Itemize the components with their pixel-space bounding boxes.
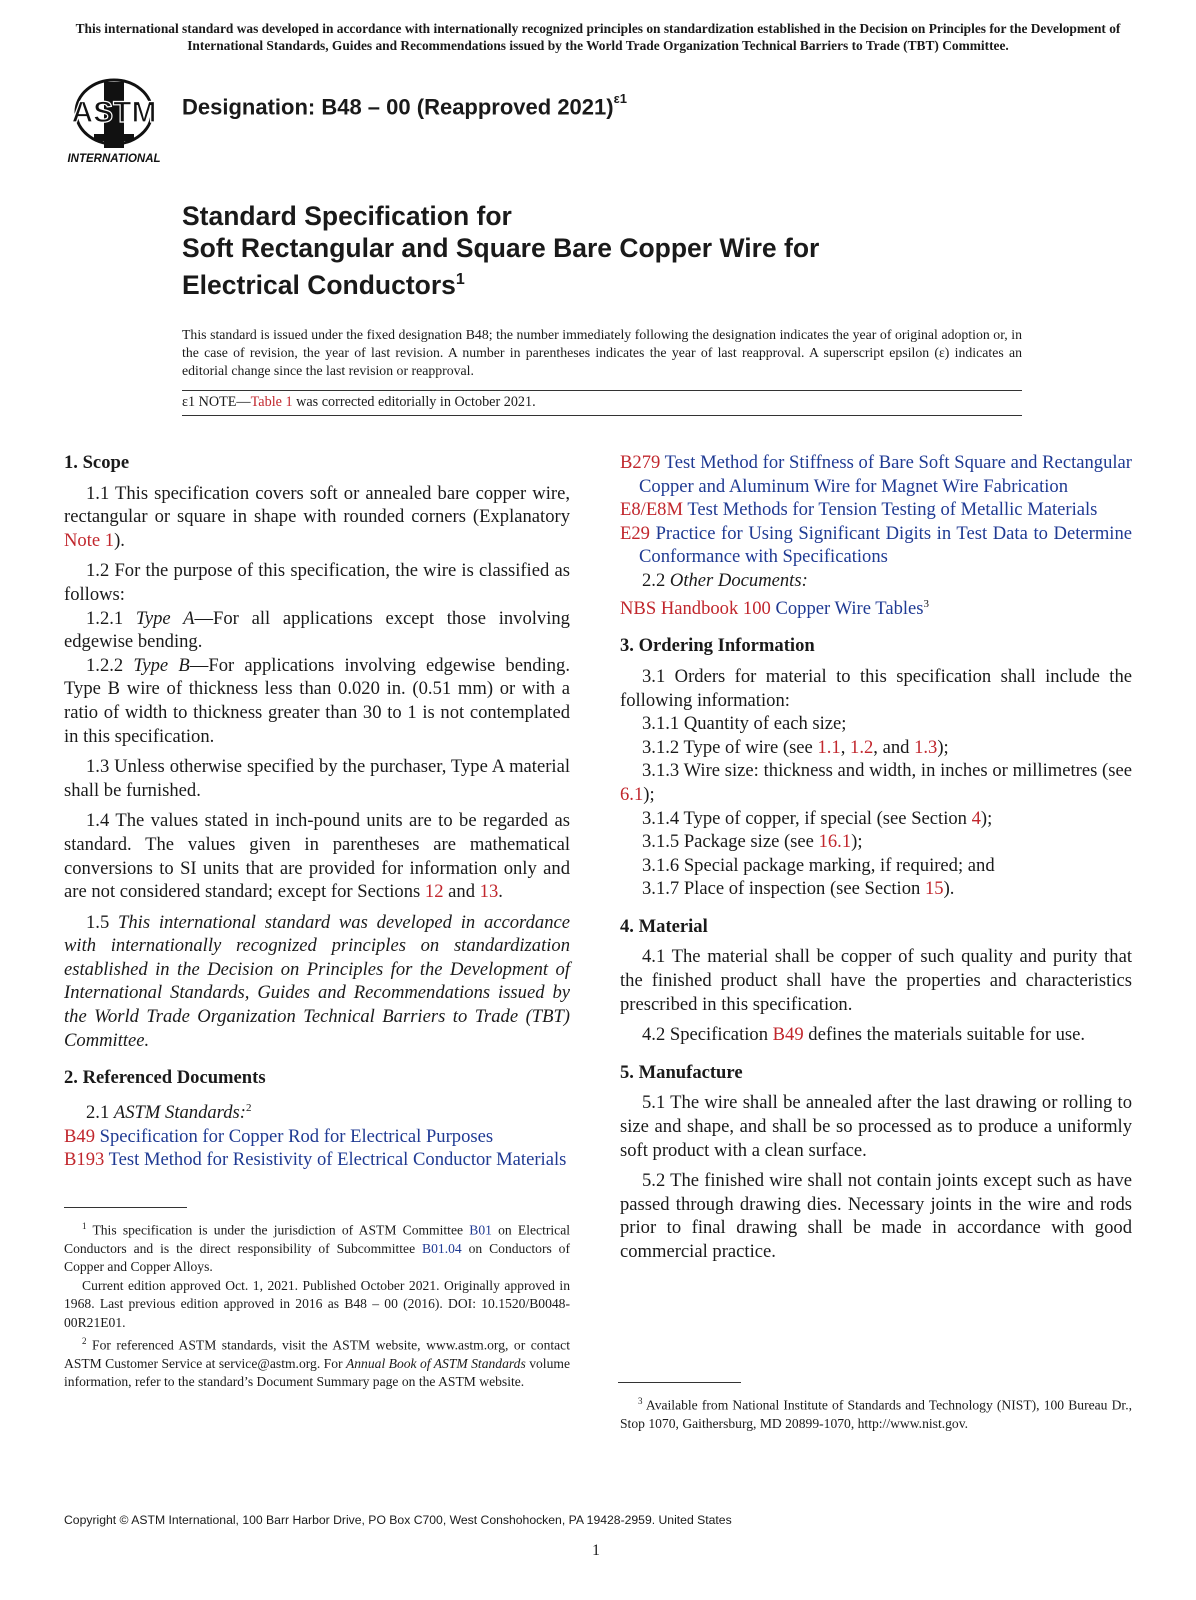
section-2-heading: 2. Referenced Documents — [64, 1067, 266, 1089]
title-line-1: Standard Specification for — [182, 201, 512, 231]
subcommittee-b0104-link[interactable]: B01.04 — [422, 1240, 462, 1256]
footnote-1: $^1$ This specification is under the jurisdiction of ASTM Committee B01 on Electrical Conductors and is the direct responsibility of Subcommittee B01.04 on Conductors of Copper and Copper Alloys. — [64, 1221, 571, 1275]
section-1-heading: 1. Scope — [64, 452, 130, 473]
ref-e29[interactable]: E29 Practice for Using Significant Digits in Test Data to Determine Conformance with Specifications — [620, 522, 1132, 568]
ref-b49[interactable]: B49 Specification for Copper Rod for Electrical Purposes — [64, 1125, 494, 1147]
para-3-1-5: 3.1.5 Package size (see 16.1); — [642, 831, 863, 853]
ref-nbs-handbook[interactable]: NBS Handbook 100 Copper Wire Tables$^3$ — [620, 597, 930, 619]
title-line-3: Electrical Conductors$^1$ — [182, 269, 465, 300]
section-13-link[interactable]: 13 — [479, 881, 499, 903]
ref-e8[interactable]: E8/E8M Test Methods for Tension Testing of Metallic Materials — [620, 499, 1098, 521]
footnote-separator-left — [64, 1207, 187, 1208]
para-1-3: 1.3 Unless otherwise specified by the purchaser, Type A material shall be furnished. — [64, 756, 570, 801]
para-1-4: 1.4 The values stated in inch-pound units are to be regarded as standard. The values given in parentheses are mathematical conversions to SI units that are provided for information only and are not considered standard; except for Sections 12 and 13. — [64, 810, 570, 903]
ref-b193[interactable]: B193 Test Method for Resistivity of Electrical Conductor Materials — [64, 1149, 567, 1171]
para-4-2: 4.2 Specification B49 defines the materials suitable for use. — [642, 1024, 1086, 1046]
section-5-heading: 5. Manufacture — [620, 1061, 743, 1083]
para-3-1-2: 3.1.2 Type of wire (see 1.1, 1.2, and 1.3); — [642, 736, 949, 758]
para-1-2-1: 1.2.1 Type A—For all applications except those involving edgewise bending. — [64, 607, 570, 653]
b49-link[interactable]: B49 — [772, 1024, 804, 1046]
para-1-1: 1.1 This specification covers soft or annealed bare copper wire, rectangular or square in shape with rounded corners (Explanatory Note 1). — [64, 482, 570, 551]
para-3-1-1: 3.1.1 Quantity of each size; — [642, 713, 847, 735]
wto-banner: This international standard was developed in accordance with internationally recognized principles on standardization established in the Decision on Principles for the Development of International Standards, Guides and Recommendations issued by the World Trade Organization Technical Barriers to Trade (TBT) Committee. — [75, 21, 1121, 53]
page-number: 1 — [592, 1542, 600, 1559]
title-footnote-ref[interactable]: 1 — [455, 271, 465, 288]
para-4-1: 4.1 The material shall be copper of such quality and purity that the finished product shall have the properties and characteristics prescribed in this specification. — [620, 946, 1132, 1015]
designation-superscript: ε1 — [613, 91, 627, 106]
right-column — [620, 451, 1132, 1264]
para-1-2: 1.2 For the purpose of this specification, the wire is classified as follows: — [64, 560, 570, 605]
para-3-1-7: 3.1.7 Place of inspection (see Section 15). — [642, 878, 955, 900]
document-title — [182, 200, 819, 301]
copyright: Copyright © ASTM International, 100 Barr Harbor Drive, PO Box C700, West Conshohocken, PA 19428-2959. United States — [64, 1513, 732, 1527]
para-1-2-2: 1.2.2 Type B—For applications involving edgewise bending. Type B wire of thickness less than 0.020 in. (0.51 mm) or with a ratio of width to thickness greater than 30 to 1 is not contemplated in this specification. — [64, 654, 570, 747]
designation — [182, 91, 627, 120]
ref-b279[interactable]: B279 Test Method for Stiffness of Bare Soft Square and Rectangular Copper and Aluminum Wire for Magnet Wire Fabrication — [620, 452, 1132, 497]
section-4-heading: 4. Material — [620, 915, 708, 937]
para-5-2: 5.2 The finished wire shall not contain joints except such as have passed through drawing dies. Necessary joints in the wire and rods prior to final drawing shall be made in accordance with good commercial practice. — [620, 1170, 1132, 1262]
logo-subtitle: INTERNATIONAL — [67, 153, 161, 165]
astm-logo-mark — [72, 80, 157, 148]
logo-text: ASTM — [71, 96, 157, 129]
committee-b01-link[interactable]: B01 — [469, 1222, 492, 1238]
para-3-1-6: 3.1.6 Special package marking, if required; and — [642, 854, 995, 876]
section-12-link[interactable]: 12 — [424, 881, 444, 903]
para-2-2: 2.2 Other Documents: — [642, 569, 808, 591]
preamble: This standard is issued under the fixed designation B48; the number immediately following the designation indicates the year of original adoption or, in the case of revision, the year of last revision. A number in parentheses indicates the year of last reapproval. A superscript epsilon (ε) indicates an editorial change since the last revision or reapproval. — [182, 327, 1022, 379]
para-1-5: 1.5 This international standard was developed in accordance with internationally recognized principles on standardization established in the Decision on Principles for the Development of International Standards, Guides and Recommendations issued by the World Trade Organization Technical Barriers to Trade (TBT) Committee. — [64, 911, 571, 1051]
footnote-2: $^2$ For referenced ASTM standards, visit the ASTM website, www.astm.org, or contact ASTM Customer Service at service@astm.org. For Annual Book of ASTM Standards volume information, refer to the standard’s Document Summary page on the ASTM website. — [64, 1335, 570, 1390]
left-column — [64, 451, 570, 1172]
astm-logo — [64, 74, 168, 168]
title-line-2: Soft Rectangular and Square Bare Copper Wire for — [182, 233, 820, 263]
note-1-link[interactable]: Note 1 — [64, 529, 115, 551]
epsilon-note: ε1 NOTE—Table 1 was corrected editorially in October 2021. — [182, 394, 536, 410]
para-3-1-3: 3.1.3 Wire size: thickness and width, in inches or millimetres (see 6.1); — [620, 760, 1132, 805]
para-3-1: 3.1 Orders for material to this specification shall include the following information: — [620, 665, 1132, 711]
footnotes-left — [64, 1217, 570, 1392]
divider-bottom — [182, 415, 1022, 416]
para-2-1: 2.1 ASTM Standards:$^2$ — [86, 1101, 252, 1124]
designation-label: Designation: B48 – 00 (Reapproved 2021) — [182, 94, 614, 120]
footnote-3: $^3$ Available from National Institute of Standards and Technology (NIST), 100 Bureau Dr., Stop 1070, Gaithersburg, MD 20899-1070, http://www.nist.gov. — [620, 1396, 1132, 1431]
footnote-separator-right — [618, 1382, 741, 1383]
table-1-link[interactable]: Table 1 — [250, 394, 293, 410]
section-3-heading: 3. Ordering Information — [620, 635, 815, 657]
para-3-1-4: 3.1.4 Type of copper, if special (see Section 4); — [642, 807, 993, 829]
para-5-1: 5.1 The wire shall be annealed after the last drawing or rolling to size and shape, and shall be so processed as to produce a uniformly soft product with a clean surface. — [620, 1092, 1132, 1161]
footnote-1-edition: Current edition approved Oct. 1, 2021. Published October 2021. Originally approved in 1968. Last previous edition approved in 2016 as B48 – 00 (2016). DOI: 10.1520/B0048-00R21E01. — [64, 1277, 570, 1330]
divider-top — [182, 390, 1022, 391]
